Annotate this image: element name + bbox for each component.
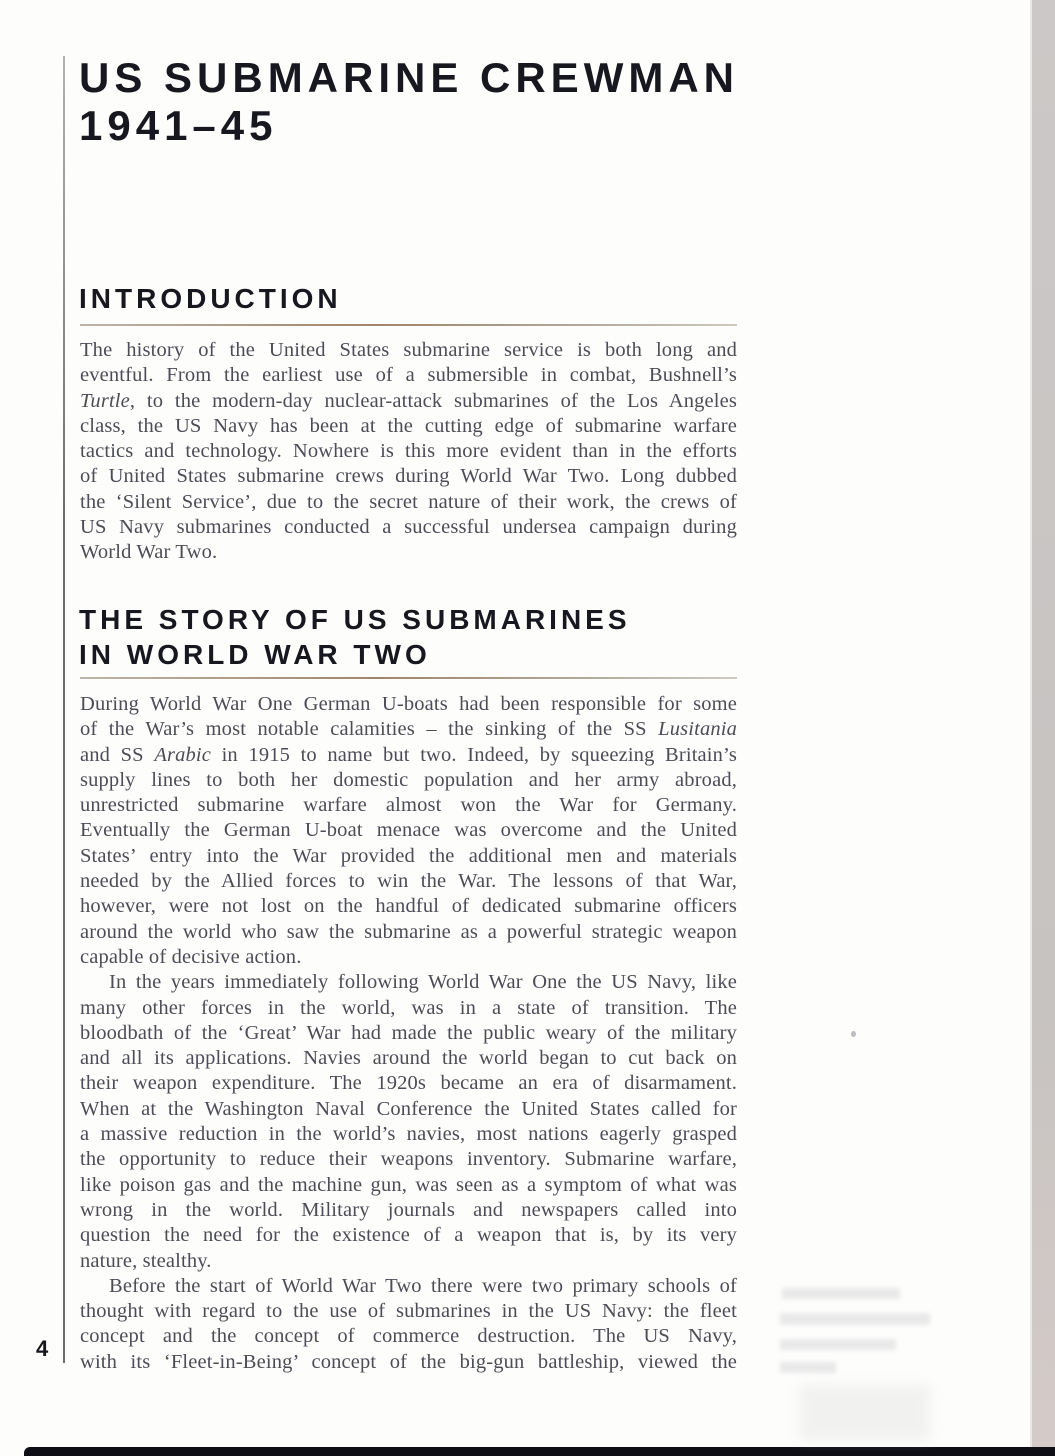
text-line: During World War One German U-boats had been responsible for some — [80, 693, 737, 715]
scan-bottom-edge — [24, 1447, 1055, 1456]
text-line: Turtle, to the modern-day nuclear-attack submarines of the Los Angeles — [80, 389, 737, 412]
text-line: a massive reduction in the world’s navies, most nations eagerly grasped — [80, 1123, 737, 1146]
scan-right-page-edge — [1030, 0, 1055, 1449]
text-line: tactics and technology. Nowhere is this more evident than in the efforts — [80, 440, 737, 463]
bleedthrough-line — [782, 1288, 900, 1299]
bleedthrough-line — [780, 1362, 836, 1373]
heading-line: IN WORLD WAR TWO — [79, 639, 431, 670]
text-line: Eventually the German U-boat menace was overcome and the United — [80, 819, 737, 842]
text-line: concept and the concept of commerce destruction. The US Navy, — [80, 1325, 737, 1348]
text-line: In the years immediately following World War One the US Navy, like — [109, 971, 737, 994]
text-line: supply lines to both her domestic population and her army abroad, — [80, 768, 737, 791]
text-line: like poison gas and the machine gun, was seen as a symptom of what was — [80, 1173, 737, 1196]
text-line: US Navy submarines conducted a successful undersea campaign during — [80, 516, 737, 539]
text-line: and SS Arabic in 1915 to name but two. Indeed, by squeezing Britain’s — [80, 743, 737, 766]
heading-rule-story — [80, 677, 737, 679]
text-line: needed by the Allied forces to win the War. The lessons of that War, — [80, 870, 737, 893]
text-line: capable of decisive action. — [80, 945, 302, 968]
chapter-title-line-2: 1941–45 — [79, 102, 278, 149]
introduction-body — [80, 338, 737, 566]
text-line: and all its applications. Navies around the world began to cut back on — [80, 1047, 737, 1070]
text-line: many other forces in the world, was in a state of transition. The — [80, 996, 737, 1019]
text-line: however, were not lost on the handful of dedicated submarine officers — [80, 895, 737, 918]
heading-rule-introduction — [80, 324, 737, 326]
heading-line: THE STORY OF US SUBMARINES — [79, 604, 631, 635]
text-line: thought with regard to the use of submarines in the US Navy: the fleet — [80, 1300, 737, 1323]
text-line: class, the US Navy has been at the cutting edge of submarine warfare — [80, 414, 737, 437]
text-line: World War Two. — [80, 541, 218, 564]
heading-story-of-us-submarines — [79, 602, 631, 672]
text-line: around the world who saw the submarine as a powerful strategic weapon — [80, 920, 737, 943]
text-line: wrong in the world. Military journals and newspapers called into — [80, 1198, 737, 1221]
text-line: of the War’s most notable calamities – the sinking of the SS Lusitania — [80, 718, 737, 741]
bleedthrough-line — [780, 1339, 896, 1350]
text-line: The history of the United States submarine service is both long and — [80, 339, 737, 361]
text-line: unrestricted submarine warfare almost won the War for Germany. — [80, 794, 737, 817]
scan-speck — [851, 1031, 856, 1037]
page-number: 4 — [36, 1336, 49, 1361]
text-line: eventful. From the earliest use of a submersible in combat, Bushnell’s — [80, 364, 737, 387]
bleedthrough-line — [780, 1313, 930, 1325]
text-line: Before the start of World War Two there were two primary schools of — [109, 1274, 737, 1297]
text-line: nature, stealthy. — [80, 1249, 212, 1272]
story-body — [80, 692, 737, 1375]
heading-line: INTRODUCTION — [79, 283, 342, 314]
chapter-title-line-1: US SUBMARINE CREWMAN — [79, 54, 739, 101]
text-line: the opportunity to reduce their weapons inventory. Submarine warfare, — [80, 1148, 737, 1171]
bleedthrough-blob — [800, 1385, 930, 1440]
text-line: When at the Washington Naval Conference the United States called for — [80, 1097, 737, 1120]
chapter-title — [79, 54, 739, 150]
left-margin-rule — [63, 56, 65, 1363]
text-line: of United States submarine crews during World War Two. Long dubbed — [80, 465, 737, 488]
text-line: bloodbath of the ‘Great’ War had made the public weary of the military — [80, 1021, 737, 1044]
text-line: States’ entry into the War provided the additional men and materials — [80, 844, 737, 867]
heading-introduction — [79, 281, 342, 316]
text-line: question the need for the existence of a weapon that is, by its very — [80, 1224, 737, 1247]
text-line: with its ‘Fleet-in-Being’ concept of the big-gun battleship, viewed the — [80, 1350, 737, 1373]
text-line: their weapon expenditure. The 1920s became an era of disarmament. — [80, 1072, 737, 1095]
text-line: the ‘Silent Service’, due to the secret nature of their work, the crews of — [80, 490, 737, 513]
